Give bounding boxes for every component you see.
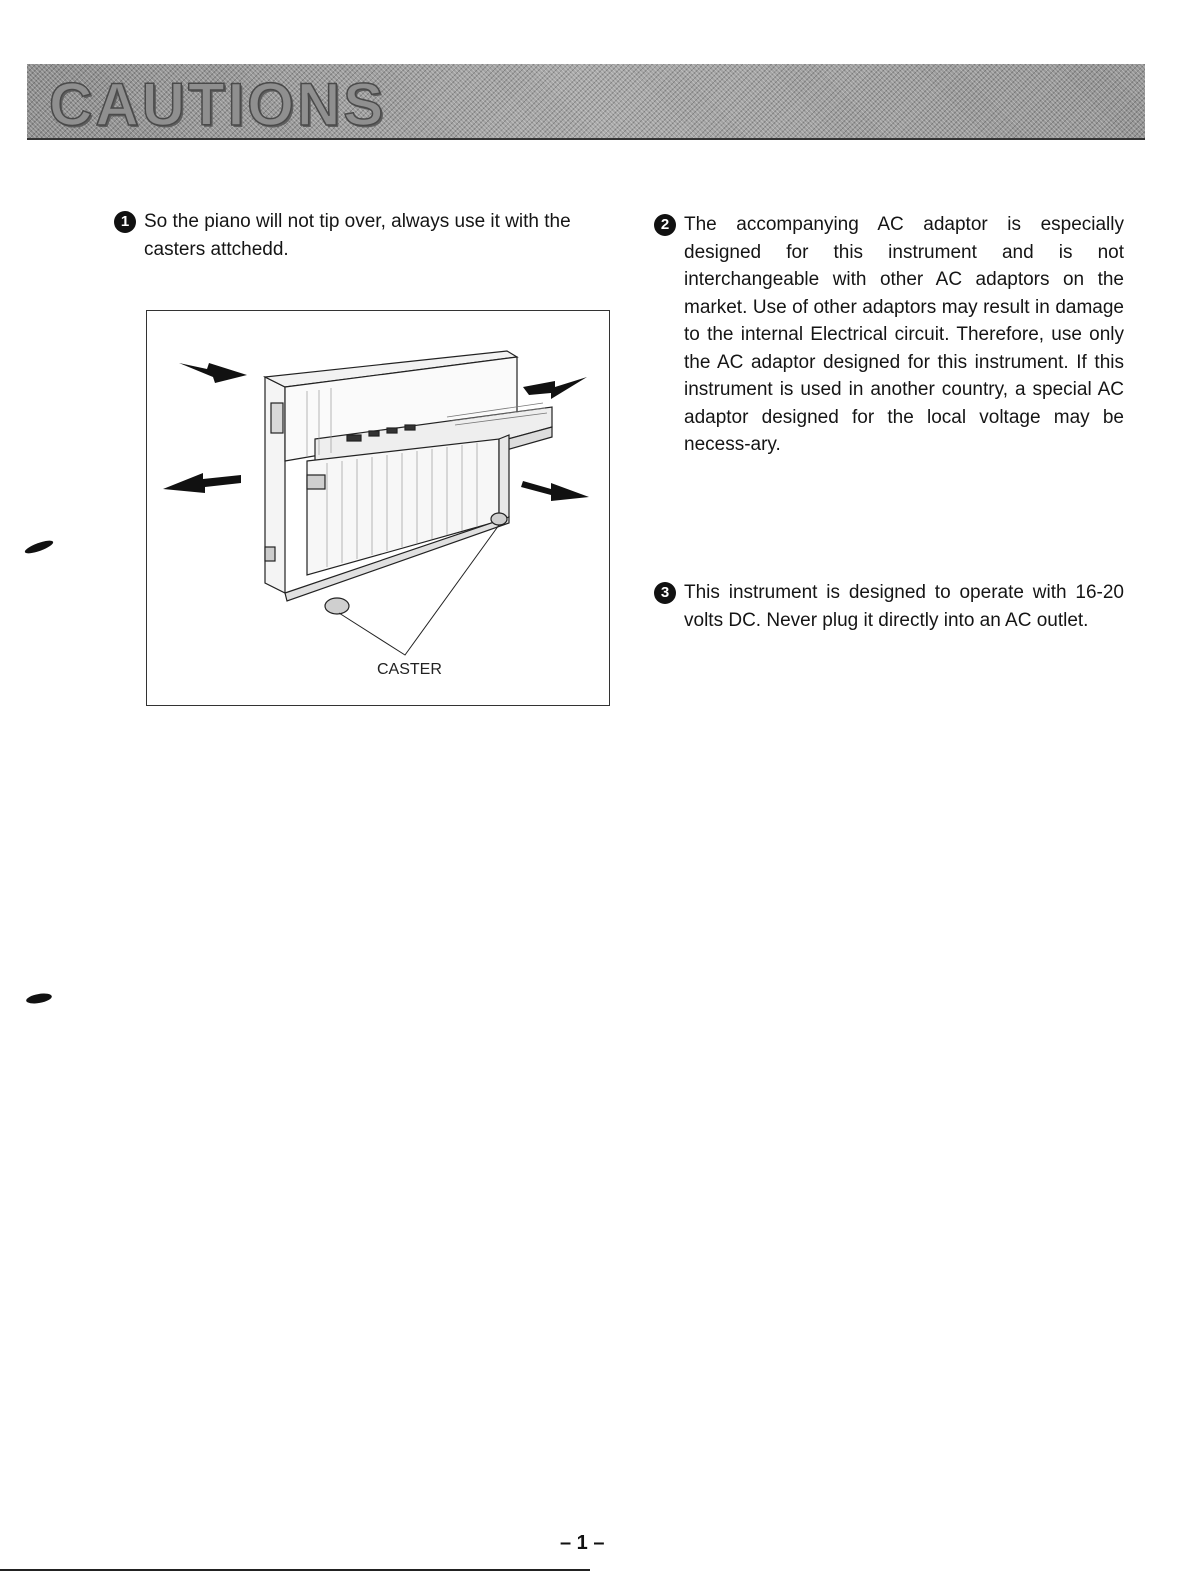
caution-item-2 bbox=[660, 211, 1124, 459]
piano-illustration bbox=[147, 311, 608, 704]
scan-mark bbox=[25, 992, 52, 1005]
page-number: – 1 – bbox=[560, 1532, 605, 1554]
caution-text-3: This instrument is designed to operate with 16-20 volts DC. Never plug it directly into an AC outlet. bbox=[684, 582, 1124, 631]
arrow-top-right-icon bbox=[523, 377, 587, 399]
header-banner bbox=[27, 64, 1145, 140]
arrow-top-left-icon bbox=[179, 363, 247, 383]
arrow-bottom-right-icon bbox=[521, 481, 589, 501]
scan-mark bbox=[24, 538, 55, 556]
caster-label: CASTER bbox=[377, 661, 442, 678]
number-badge-1: 1 bbox=[114, 211, 136, 233]
number-badge-3: 3 bbox=[654, 582, 676, 604]
caution-item-1 bbox=[120, 208, 612, 263]
caution-text-1: So the piano will not tip over, always use it with the casters attchedd. bbox=[144, 211, 571, 260]
piano-figure bbox=[146, 310, 610, 706]
caution-text-2: The accompanying AC adaptor is especially designed for this instrument and is not interchangeable with other AC adaptors on the market. Use of other adaptors may result in damage to the internal Electrical circuit. Therefore, use only the AC adaptor designed for this instrument. If this instrument is used in another country, a special AC adaptor designed for the local voltage may be necess-ary. bbox=[684, 214, 1124, 455]
arrow-bottom-left-icon bbox=[163, 473, 241, 493]
bottom-rule bbox=[0, 1569, 590, 1571]
caution-item-3 bbox=[660, 579, 1124, 634]
page-title: CAUTIONS bbox=[49, 71, 387, 138]
number-badge-2: 2 bbox=[654, 214, 676, 236]
